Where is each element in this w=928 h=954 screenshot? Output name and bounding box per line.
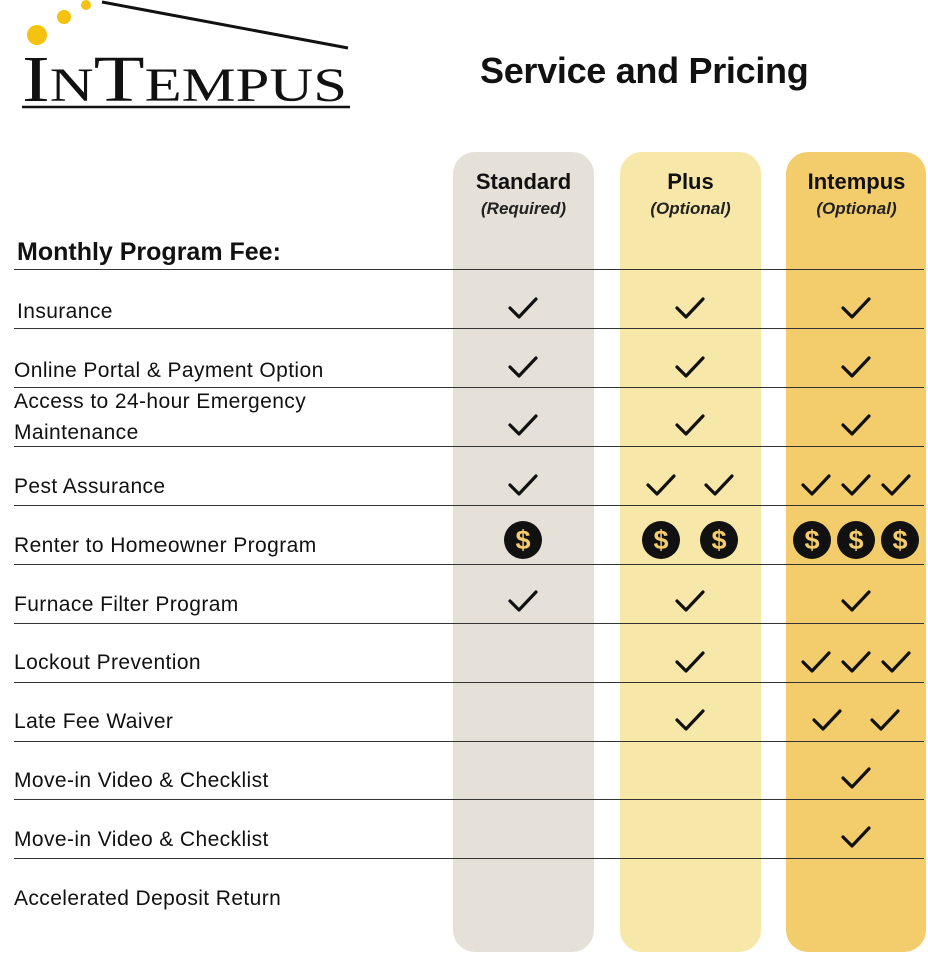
check-icon <box>840 649 872 675</box>
check-icon <box>674 649 706 675</box>
check-icon <box>840 765 872 791</box>
check-icon <box>840 295 872 321</box>
check-icon <box>840 588 872 614</box>
check-icon <box>507 588 539 614</box>
dollar-coin-icon <box>503 520 543 560</box>
check-icon <box>674 588 706 614</box>
row-divider <box>14 741 924 742</box>
plan-header-standard <box>453 168 594 219</box>
plan-note: (Optional) <box>650 199 731 218</box>
svg-text:$: $ <box>653 525 669 555</box>
check-icon <box>840 412 872 438</box>
row-label-furnace-filter: Furnace Filter Program <box>14 593 239 616</box>
check-icon <box>800 472 832 498</box>
row-label-renter-to-homeowner: Renter to Homeowner Program <box>14 534 317 557</box>
row-label-lockout-prevention: Lockout Prevention <box>14 651 201 674</box>
plan-header-plus <box>620 168 761 219</box>
row-label-emergency-maintenance <box>14 386 306 448</box>
row-label-accelerated-deposit: Accelerated Deposit Return <box>14 887 282 910</box>
check-icon <box>674 707 706 733</box>
intempus-logo <box>20 0 360 112</box>
plan-note: (Optional) <box>816 199 897 218</box>
check-icon <box>880 649 912 675</box>
row-label-line: Maintenance <box>14 421 139 444</box>
row-divider <box>14 858 924 859</box>
svg-text:INTEMPUS: I N T EMPUS <box>22 43 305 112</box>
check-icon <box>674 354 706 380</box>
dollar-coin-icon <box>880 520 920 560</box>
plan-name: Plus <box>667 169 714 194</box>
check-icon <box>840 354 872 380</box>
row-divider <box>14 505 924 506</box>
row-divider <box>14 269 924 270</box>
svg-text:$: $ <box>711 525 727 555</box>
row-divider <box>14 682 924 683</box>
row-label-move-in-video-2: Move-in Video & Checklist <box>14 828 269 851</box>
check-icon <box>507 412 539 438</box>
check-icon <box>674 412 706 438</box>
row-label-move-in-video: Move-in Video & Checklist <box>14 769 269 792</box>
plan-note: (Required) <box>481 199 566 218</box>
plan-name: Intempus <box>807 169 906 194</box>
row-divider <box>14 623 924 624</box>
check-icon <box>840 824 872 850</box>
dollar-coin-icon <box>792 520 832 560</box>
check-icon <box>674 295 706 321</box>
monthly-fee-heading: Monthly Program Fee: <box>17 238 281 266</box>
check-icon <box>703 472 735 498</box>
check-icon <box>840 472 872 498</box>
page-title: Service and Pricing <box>480 50 809 91</box>
row-label-pest-assurance: Pest Assurance <box>14 475 166 498</box>
svg-text:$: $ <box>515 525 531 555</box>
check-icon <box>880 472 912 498</box>
check-icon <box>507 354 539 380</box>
svg-text:$: $ <box>804 525 820 555</box>
row-label-online-portal: Online Portal & Payment Option <box>14 359 324 382</box>
check-icon <box>869 707 901 733</box>
check-icon <box>507 295 539 321</box>
row-label-line: Access to 24-hour Emergency <box>14 390 307 413</box>
plan-header-intempus <box>786 168 927 219</box>
svg-text:$: $ <box>892 525 908 555</box>
dollar-coin-icon <box>699 520 739 560</box>
dollar-coin-icon <box>836 520 876 560</box>
row-divider <box>14 799 924 800</box>
check-icon <box>645 472 677 498</box>
row-divider <box>14 328 924 329</box>
row-label-insurance: Insurance <box>17 300 113 323</box>
svg-text:$: $ <box>848 525 864 555</box>
row-label-late-fee-waiver: Late Fee Waiver <box>14 710 174 733</box>
check-icon <box>811 707 843 733</box>
check-icon <box>800 649 832 675</box>
plan-name: Standard <box>475 169 572 194</box>
dollar-coin-icon <box>641 520 681 560</box>
row-divider <box>14 564 924 565</box>
check-icon <box>507 472 539 498</box>
